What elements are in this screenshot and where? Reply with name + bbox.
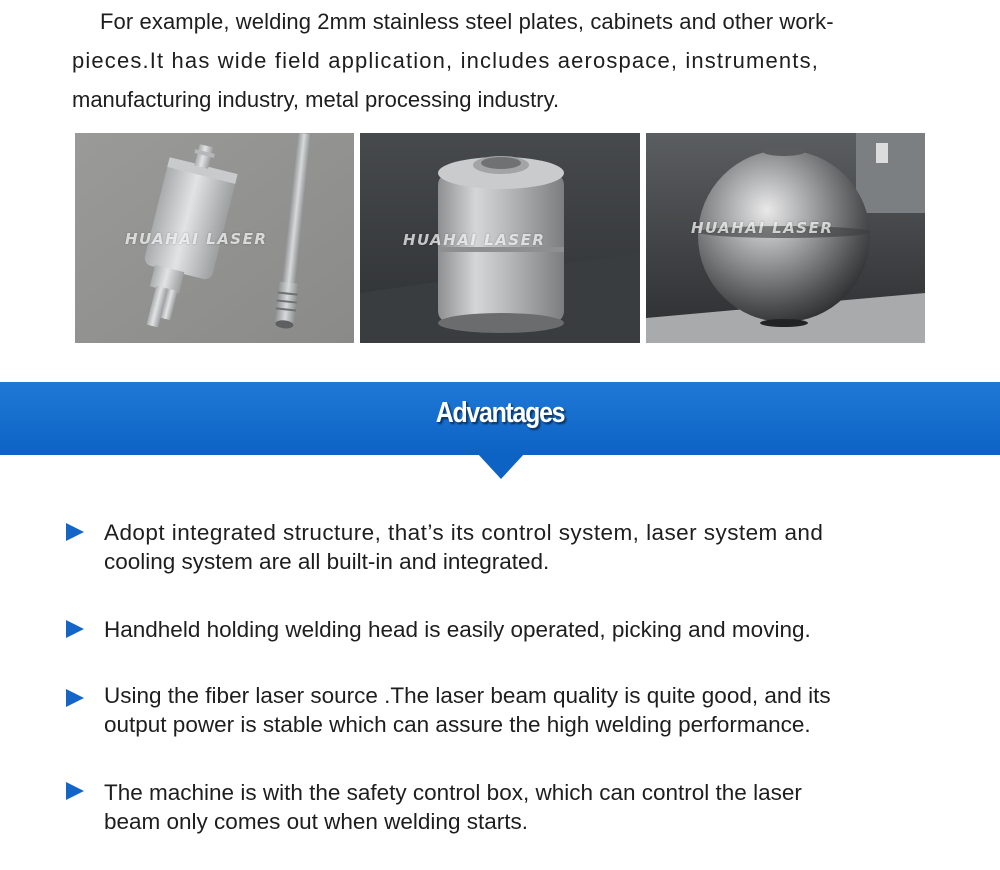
product-photo-sphere [646,133,925,343]
intro-line: manufacturing industry, metal processing industry. [72,87,560,112]
triangle-bullet-icon [66,782,84,800]
triangle-bullet-icon [66,689,84,707]
intro-paragraph [72,2,932,119]
intro-line: pieces.It has wide field application, includes aerospace, instruments, [72,48,819,73]
photo-watermark: HUAHAI LASER [403,231,546,249]
advantage-text: Handheld holding welding head is easily operated, picking and moving. [104,617,811,642]
intro-line: For example, welding 2mm stainless steel plates, cabinets and other work- [100,9,834,34]
product-photo-filter [75,133,354,343]
advantage-text: The machine is with the safety control box, which can control the laser beam only comes out when welding starts. [104,780,802,834]
triangle-bullet-icon [66,620,84,638]
triangle-bullet-icon [66,523,84,541]
photo-watermark: HUAHAI LASER [125,230,268,248]
sphere-image [646,133,925,343]
advantages-title: Advantages [435,397,565,429]
advantage-text: Adopt integrated structure, that’s its control system, laser system and cooling system are all built-in and integrated. [104,520,824,574]
advantage-text: Using the fiber laser source .The laser beam quality is quite good, and its output power is stable which can assure the high welding performance. [104,683,831,737]
product-photo-cylinder [360,133,640,343]
photo-watermark: HUAHAI LASER [691,219,834,237]
banner-pointer-icon [477,453,525,479]
